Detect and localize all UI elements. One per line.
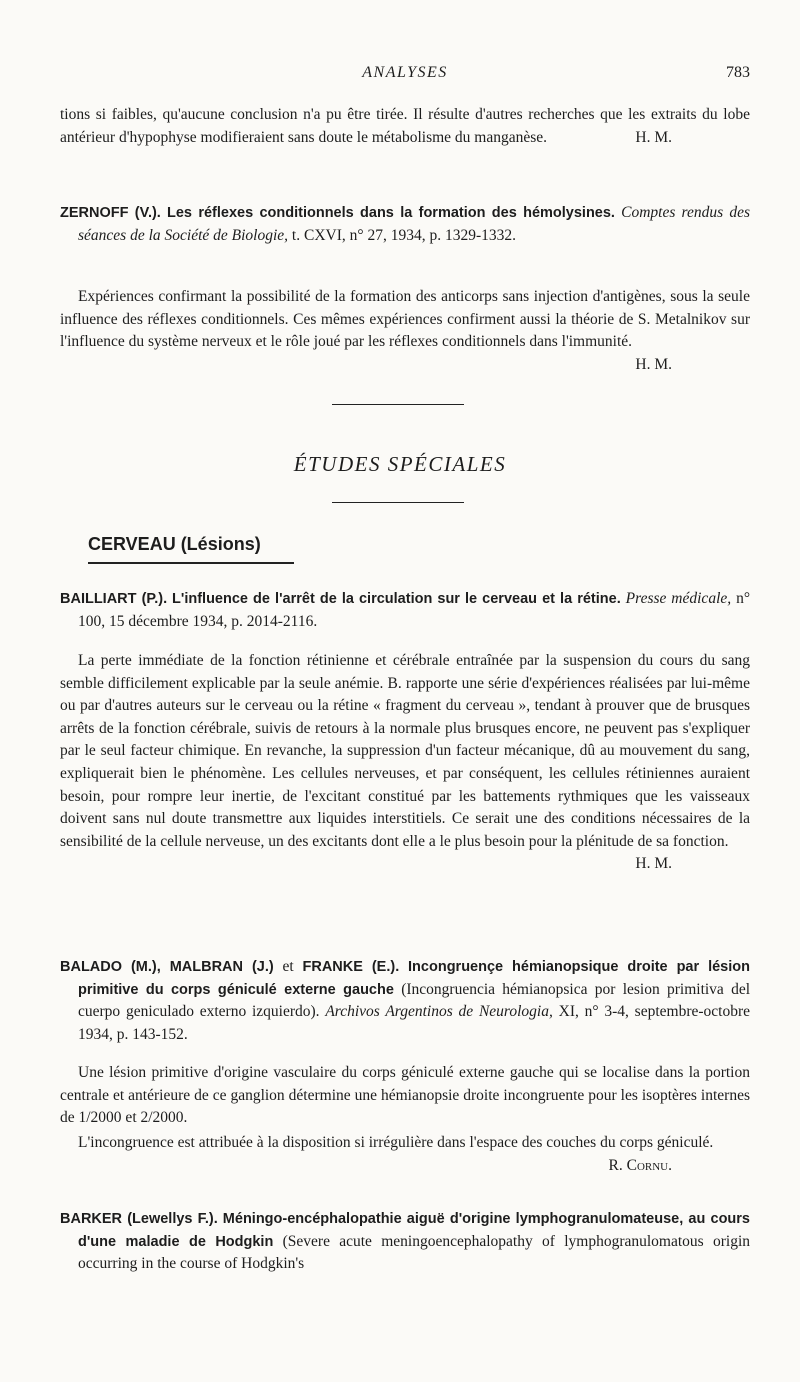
- balado-title: Incongruençe hémianopsique droite par lésion primitive du corps géniculé externe gauche: [78, 959, 750, 998]
- barker-author: BARKER (Lewellys F.).: [60, 1211, 218, 1227]
- section-title: ÉTUDES SPÉCIALES: [293, 452, 507, 476]
- barker-reference: [60, 1208, 750, 1276]
- page-number: 783: [726, 64, 750, 81]
- intro-paragraph: [60, 104, 750, 149]
- entry-balado: [60, 956, 750, 1046]
- zernoff-signature: H. M.: [635, 355, 672, 373]
- balado-author-last: FRANKE (E.).: [302, 959, 400, 975]
- balado-abstract-2: L'incongruence est attribuée à la disposition si irrégulière dans l'espace des couches du corps géniculé.: [78, 1134, 714, 1151]
- running-head-title: ANALYSES: [362, 64, 448, 81]
- bailliart-abstract: La perte immédiate de la fonction rétinienne et cérébrale entraînée par la suspension du cours du sang semble difficilement explicable par la seule anémie. B. rapporte une série d'expériences réalisées par lui-même ou par d'autres auteurs sur le cerveau ou la rétine « fragment du cerveau », tendant à prouver que de brusques arrêts de la fonction cérébrale, suivis de retours à la normale plus brusques encore, ne peuvent pas s'expliquer par le seul facteur chimique. En revanche, la suppression d'un facteur mécanique, dû au mouvement du sang, expliquerait bien le phénomène. Les cellules nerveuses, et par conséquent, les cellules rétiniennes auraient besoin, pour rompre leur inertie, de l'excitant constitué par les battements rythmiques que les vaisseaux doivent sans nul doute transmettre aux liquides interstitiels. Ce serait une des conditions nécessaires de la sensibilité de la cellule nerveuse, un des excitants dont elle a le plus besoin pour la plénitude de sa fonction.: [60, 652, 750, 850]
- zernoff-author: ZERNOFF (V.).: [60, 205, 161, 221]
- balado-citation: XI, n° 3-4, septembre-octobre 1934, p. 143-152.: [78, 1003, 750, 1043]
- balado-journal: Archivos Argentinos de Neurologia,: [325, 1003, 553, 1021]
- subsection-title: CERVEAU (Lésions): [88, 534, 261, 554]
- balado-abstract-1: Une lésion primitive d'origine vasculaire du corps géniculé externe gauche qui se localise dans la portion centrale et antérieure de ce ganglion détermine une hémianopsie droite incongruente pour les isoptères internes de 1/2000 et 2/2000.: [60, 1064, 750, 1127]
- entry-barker: [60, 1208, 750, 1276]
- intro-text: tions si faibles, qu'aucune conclusion n'a pu être tirée. Il résulte d'autres recherches que les extraits du lobe antérieur d'hypophyse modifieraient sans doute le métabolisme du manganèse.: [60, 106, 750, 146]
- balado-original-title: (Incongruencia hémianopsica por lesion primitiva del cuerpo geniculado externo izquierdo).: [78, 980, 751, 1021]
- barker-original-title: (Severe acute meningoencephalopathy of lymphogranulomatous origin occurring in the course of Hodgkin's: [78, 1232, 751, 1273]
- balado-abstract-block: [60, 1062, 750, 1130]
- balado-conjunction: et: [282, 958, 294, 975]
- balado-signature: R. Cornu.: [608, 1156, 672, 1174]
- zernoff-abstract: Expériences confirmant la possibilité de la formation des anticorps sans injection d'antigènes, sous la seule influence des réflexes conditionnels. Ces mêmes expériences confirment aussi la théorie de S. Metalnikov sur l'influence du système nerveux et le rôle joué par les réflexes conditionnels dans l'immunité.: [60, 288, 750, 351]
- subsection-underline: [88, 562, 294, 564]
- zernoff-citation: t. CXVI, n° 27, 1934, p. 1329-1332.: [291, 226, 516, 244]
- bailliart-citation: n° 100, 15 décembre 1934, p. 2014-2116.: [78, 590, 751, 630]
- balado-reference: [60, 956, 750, 1046]
- bailliart-abstract-block: [60, 650, 750, 876]
- balado-abstract-block-2: [60, 1132, 750, 1177]
- barker-title: Méningo-encéphalopathie aiguë d'origine lymphogranulomateuse, au cours d'une maladie de Hodgkin: [78, 1211, 750, 1250]
- bailliart-reference: [60, 588, 750, 633]
- balado-authors: BALADO (M.), MALBRAN (J.): [60, 959, 274, 975]
- bailliart-journal: Presse médicale,: [625, 590, 732, 607]
- entry-zernoff: [60, 202, 750, 247]
- entry-bailliart: [60, 588, 750, 633]
- divider-rule: [332, 404, 464, 405]
- bailliart-signature: H. M.: [635, 855, 672, 873]
- zernoff-title: Les réflexes conditionnels dans la formation des hémolysines.: [167, 205, 615, 221]
- bailliart-title: L'influence de l'arrêt de la circulation sur le cerveau et la rétine.: [172, 591, 621, 607]
- zernoff-journal: Comptes rendus des séances de la Société de Biologie,: [78, 204, 751, 244]
- zernoff-abstract-block: [60, 286, 750, 376]
- zernoff-reference: [60, 202, 750, 247]
- bailliart-author: BAILLIART (P.).: [60, 591, 168, 607]
- intro-signature: H. M.: [635, 128, 672, 146]
- running-head: [60, 64, 750, 88]
- section-rule: [332, 502, 464, 503]
